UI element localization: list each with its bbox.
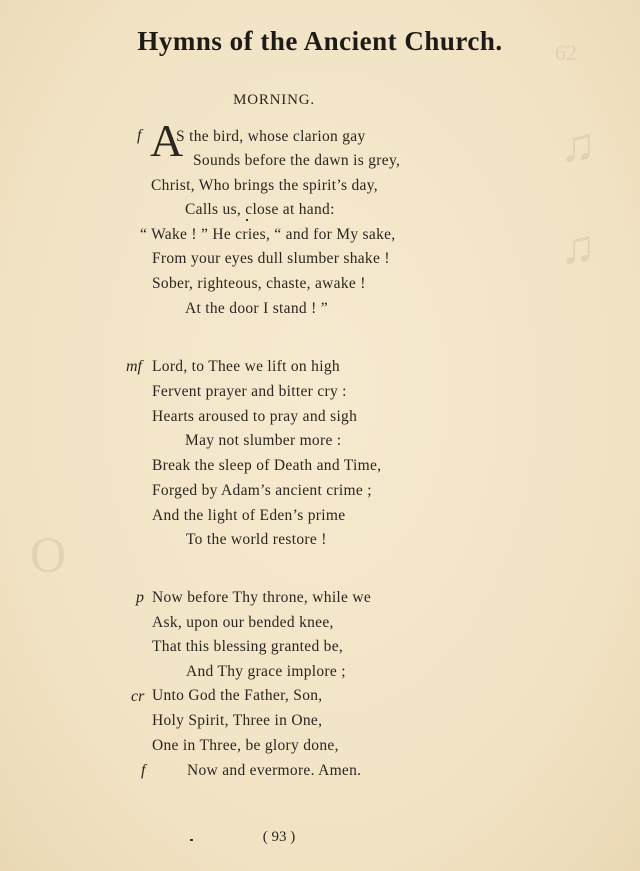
verse-line: May not slumber more :	[185, 432, 342, 449]
verse-line: And the light of Eden’s prime	[152, 507, 346, 524]
verse-line: To the world restore !	[186, 531, 327, 548]
verse-line: Calls us, close at hand:	[185, 201, 335, 218]
dynamic-marking: p	[136, 589, 144, 606]
show-through-texture: ♫	[560, 119, 596, 172]
dynamic-marking: f	[141, 762, 146, 779]
drop-cap: A	[150, 115, 184, 166]
verse-line: S the bird, whose clarion gay	[176, 128, 366, 145]
show-through-texture: O	[30, 526, 67, 582]
verse-line: One in Three, be glory done,	[152, 737, 339, 754]
verse-line: Forged by Adam’s ancient crime ;	[152, 482, 372, 499]
dynamic-marking: f	[137, 127, 142, 144]
show-through-texture: ♫	[560, 221, 596, 274]
verse-line: Unto God the Father, Son,	[152, 687, 323, 704]
verse-line: Christ, Who brings the spirit’s day,	[151, 177, 378, 194]
verse-line: Ask, upon our bended knee,	[152, 614, 334, 631]
hymn-title: MORNING.	[233, 92, 315, 108]
verse-line: Break the sleep of Death and Time,	[152, 457, 382, 474]
verse-line: Now before Thy throne, while we	[152, 589, 372, 606]
dynamic-marking: mf	[126, 358, 142, 375]
verse-line: Now and evermore. Amen.	[187, 762, 362, 779]
verse-line: Sounds before the dawn is grey,	[193, 152, 401, 169]
running-header: Hymns of the Ancient Church.	[137, 26, 503, 56]
dynamic-marking: cr	[131, 688, 145, 705]
show-through-texture: 62	[555, 40, 577, 65]
verse-line: At the door I stand ! ”	[185, 300, 328, 317]
verse-line: Lord, to Thee we lift on high	[152, 358, 340, 375]
verse-line: That this blessing granted be,	[152, 638, 344, 655]
verse-line: Hearts aroused to pray and sigh	[152, 408, 358, 425]
verse-line: From your eyes dull slumber shake !	[152, 250, 390, 267]
page-number: ( 93 )	[262, 829, 296, 845]
verse-line: Fervent prayer and bitter cry :	[152, 383, 347, 400]
ink-speck	[246, 219, 248, 221]
verse-line: “ Wake ! ” He cries, “ and for My sake,	[140, 226, 396, 243]
verse-line: And Thy grace implore ;	[186, 663, 346, 680]
verse-line: Holy Spirit, Three in One,	[152, 712, 323, 729]
verse-line: Sober, righteous, chaste, awake !	[152, 275, 366, 292]
